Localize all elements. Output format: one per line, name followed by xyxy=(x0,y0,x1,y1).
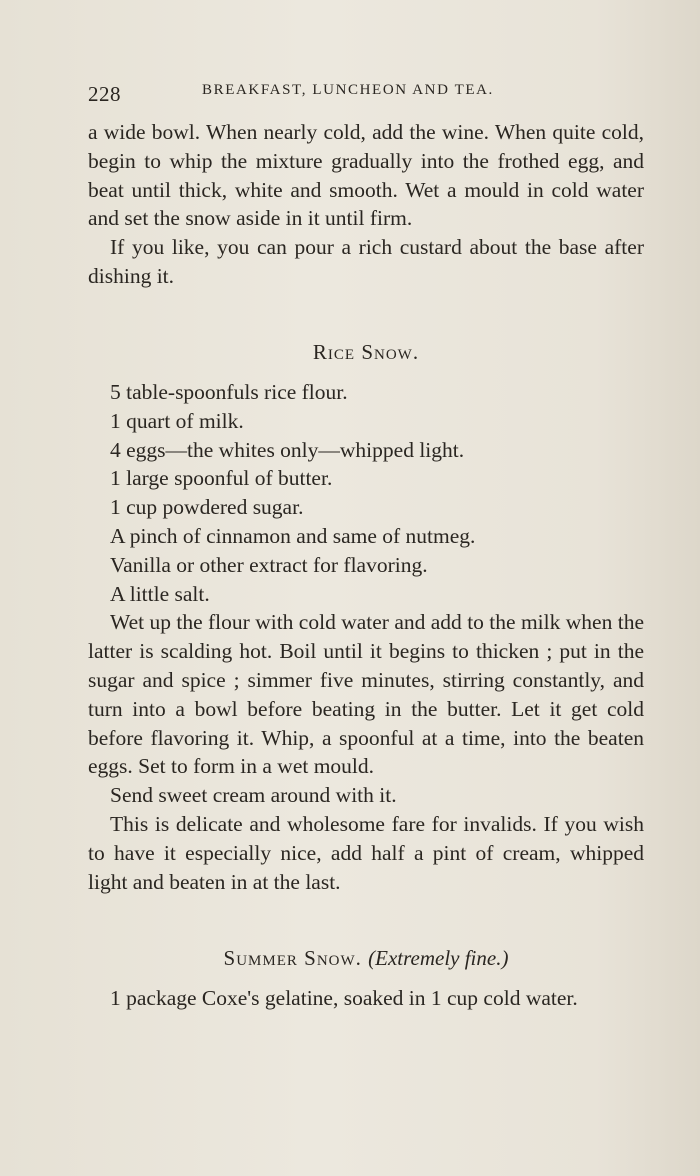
summer-snow-title: Summer Snow. xyxy=(223,946,362,970)
serving-note: Send sweet cream around with it. xyxy=(110,783,397,808)
ingredient-item: A little salt. xyxy=(110,581,210,606)
ingredient-item: 1 quart of milk. xyxy=(110,408,244,433)
continuation-section xyxy=(88,118,644,291)
summer-snow-ingredient: 1 package Coxe's gelatine, soaked in 1 cup cold water. xyxy=(110,986,578,1010)
rice-snow-section xyxy=(88,378,644,896)
running-head: BREAKFAST, LUNCHEON AND TEA. xyxy=(202,82,494,98)
ingredient-item: 4 eggs—the whites only—whipped light. xyxy=(110,437,465,462)
ingredient-item: 1 cup powdered sugar. xyxy=(110,495,304,520)
summer-snow-subtitle: (Extremely fine.) xyxy=(368,946,509,970)
ingredient-item: A pinch of cinnamon and same of nutmeg. xyxy=(110,523,476,548)
ingredient-item: 5 table-spoonfuls rice flour. xyxy=(110,380,348,404)
page-number: 228 xyxy=(88,82,121,106)
invalids-note: This is delicate and wholesome fare for invalids. If you wish to have it especially nice, add half a pint of cream, whipped light and beaten in at the last. xyxy=(88,811,644,894)
ingredient-item: 1 large spoonful of butter. xyxy=(110,466,333,491)
page-header xyxy=(88,78,640,108)
ingredient-item: Vanilla or other extract for flavoring. xyxy=(110,552,428,577)
summer-snow-heading xyxy=(88,944,644,973)
continuation-paragraph: a wide bowl. When nearly cold, add the wine. When quite cold, begin to whip the mixture gradually into the frothed egg, and beat until thick, white and smooth. Wet a mould in cold water and set the snow aside in it until firm. xyxy=(88,120,644,231)
rice-snow-heading: Rice Snow. xyxy=(312,340,420,364)
instructions-paragraph: Wet up the flour with cold water and add to the milk when the latter is scalding hot. Boil until it begins to thicken ; put in the sugar and spice ; simmer five minutes, stirring constantly, and turn into a bowl before beating in the butter. Let it get cold before flavoring it. Whip, a spoonful at a time, into the beaten eggs. Set to form in a wet mould. xyxy=(88,610,644,779)
continuation-paragraph-2: If you like, you can pour a rich custard about the base after dishing it. xyxy=(88,235,644,288)
summer-snow-section xyxy=(88,984,644,1013)
